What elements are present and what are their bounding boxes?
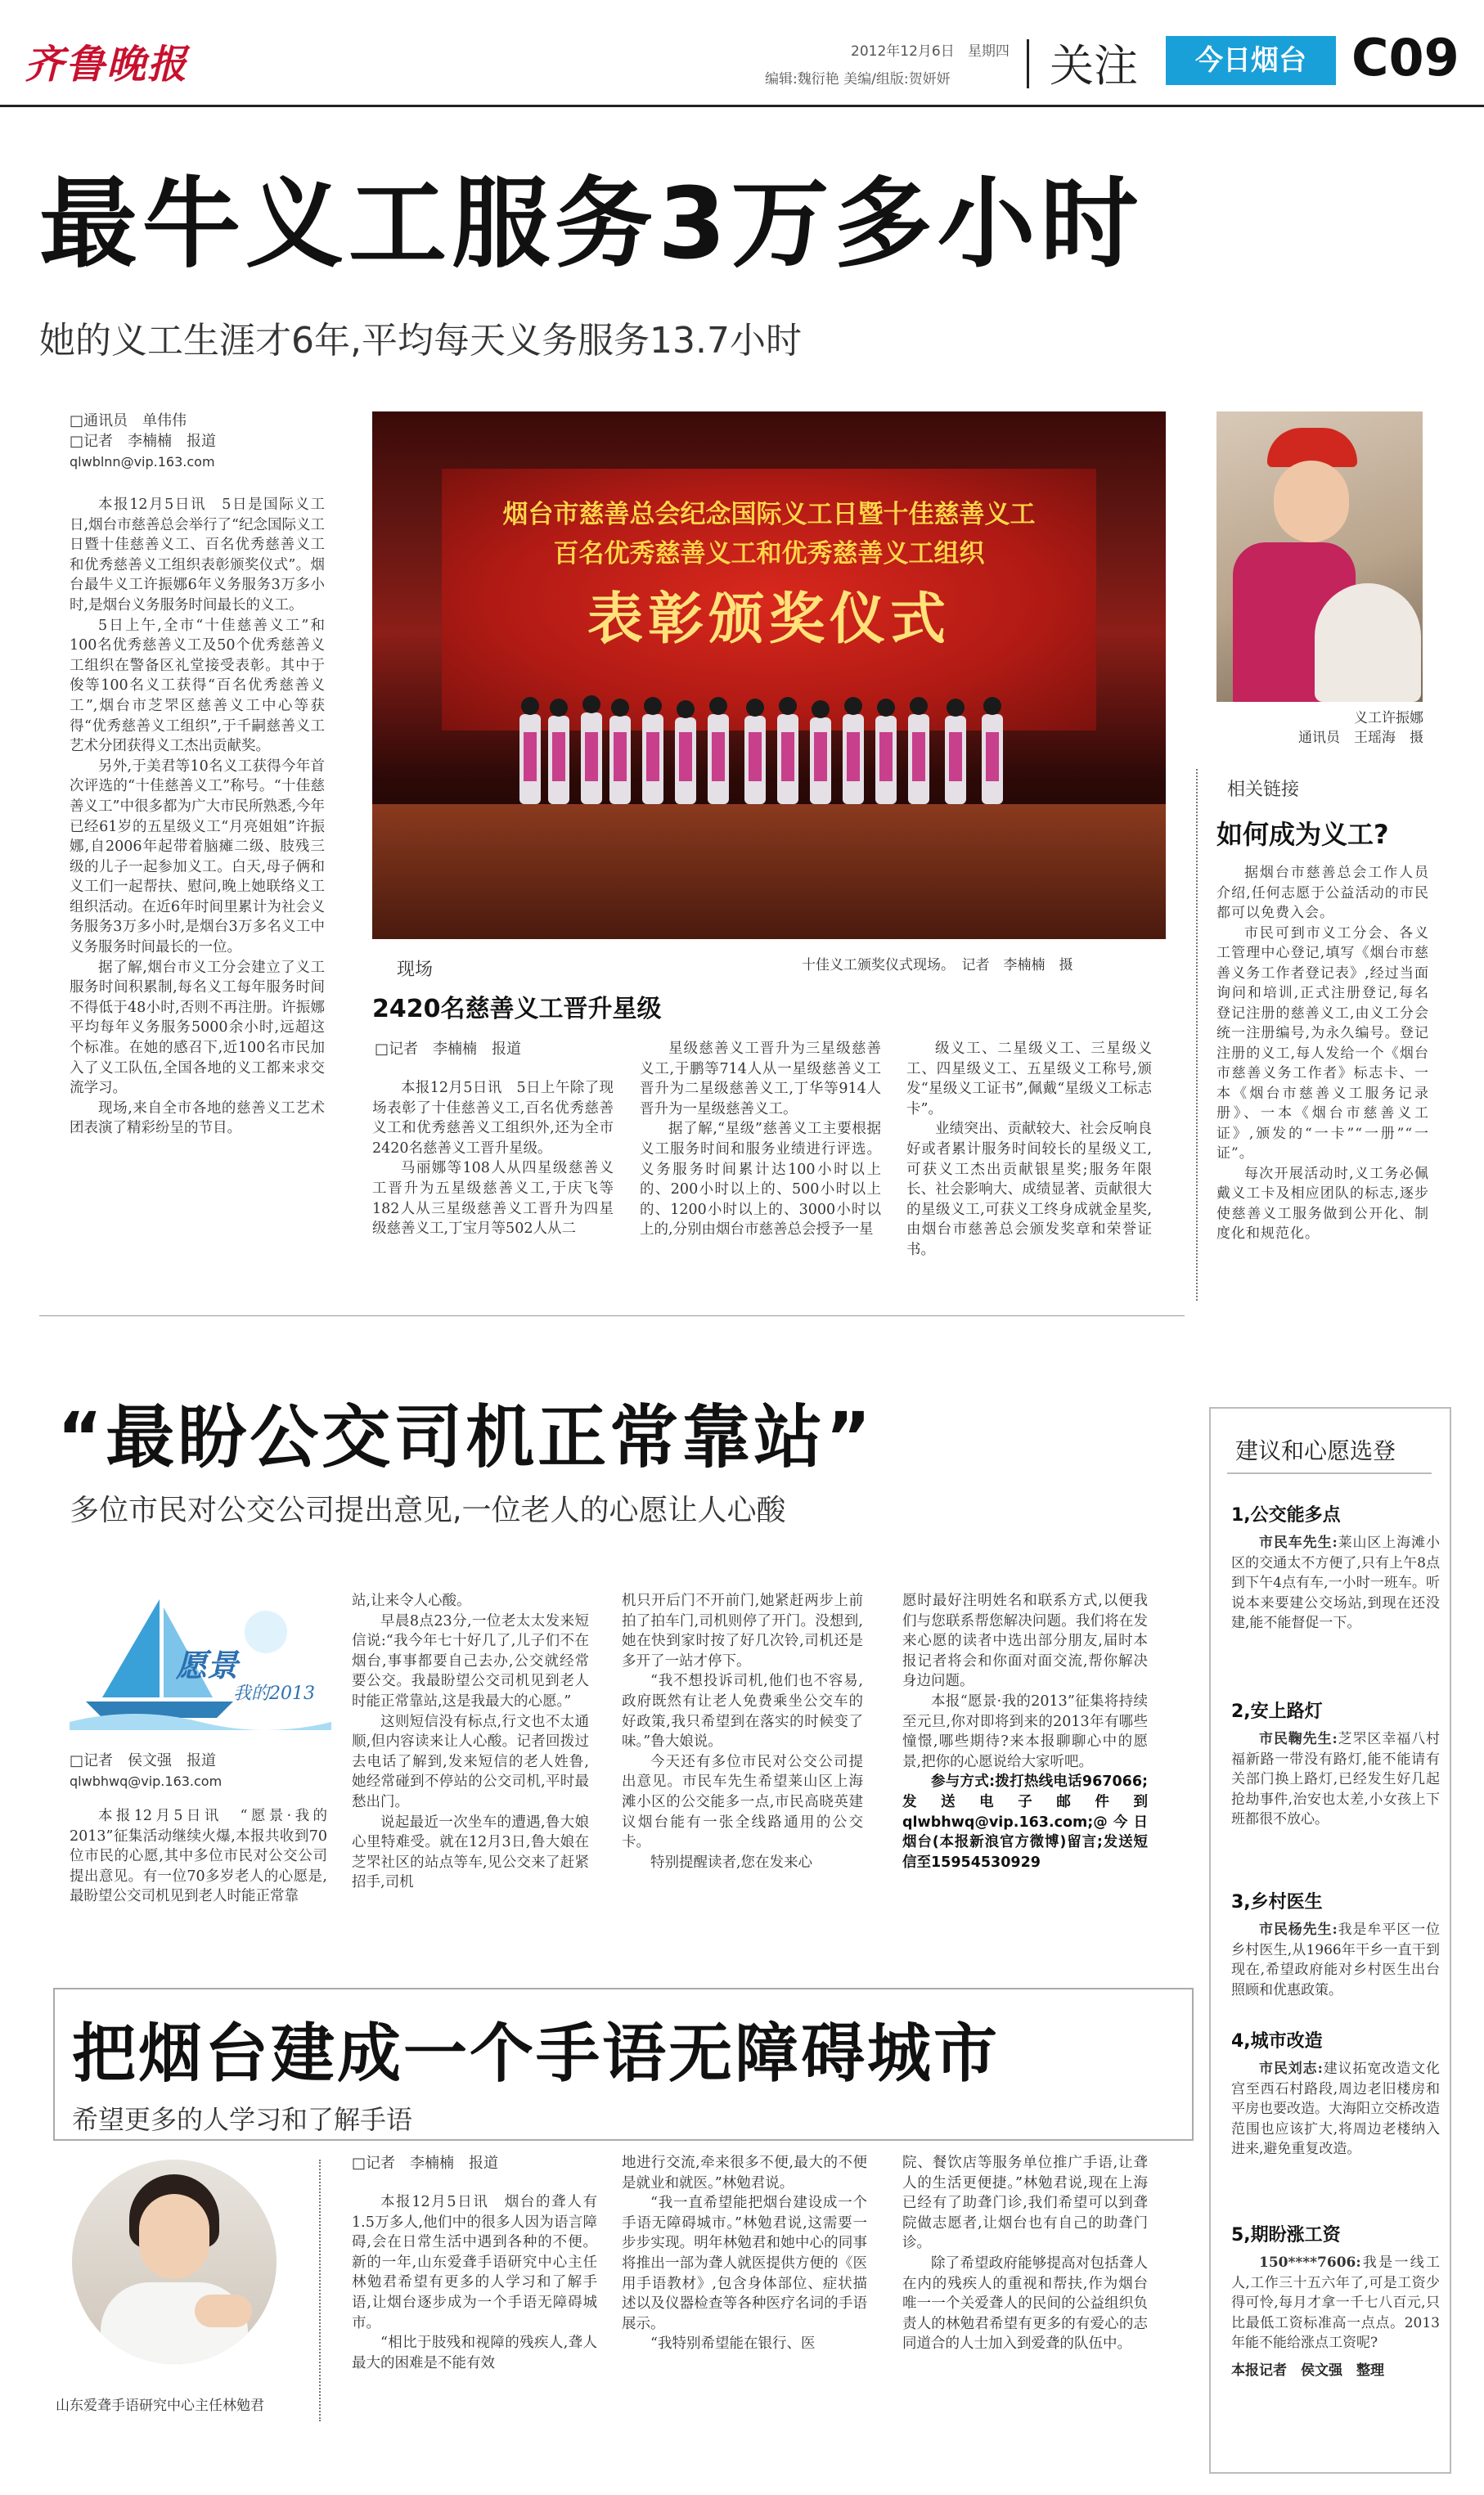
scene-column-1 (372, 1078, 614, 1239)
byline-email[interactable]: qlwblnn@vip.163.com (70, 454, 215, 470)
article3-headline: 把烟台建成一个手语无障碍城市 (72, 2017, 1001, 2091)
portrait-caption-line2: 通讯员 王瑶海 摄 (1298, 730, 1423, 746)
paragraph: 院、餐饮店等服务单位推广手语,让聋人的生活更便捷。”林勉君说,现在上海已经有了助聋门诊,我们希望可以到聋院做志愿者,让烟台也有自己的助聋门诊。 (902, 2155, 1148, 2252)
suggestion-content: 建议拓宽改造文化宫至西石村路段,周边老旧楼房和平房也要改造。大海阳立交桥改造范围也应该扩大,将周边老楼纳入进来,避免重复改造。 (1231, 2061, 1441, 2157)
paragraph: “相比于肢残和视障的残疾人,聋人最大的困难是不能有效 (352, 2335, 597, 2371)
paragraph: 本报12月5日讯 “愿景·我的2013”征集活动继续火爆,本报共收到70位市民的心愿,其中多位市民对公交公司提出意见。有一位70多岁老人的心愿是,最盼望公交司机见到老人时能正常靠 (70, 1808, 327, 1905)
vision-logo (70, 1583, 331, 1730)
suggestion-text (1231, 1729, 1440, 1830)
scene-kicker: 现场 (397, 960, 434, 980)
paragraph: 本报12月5日讯 烟台的聋人有1.5万多人,他们中的很多人因为语言障碍,会在日常生活中遇到各种的不便。新的一年,山东爱聋手语研究中心主任林勉君希望有更多的人学习和了解手语,让烟台逐步成为一个手语无障碍城市。 (352, 2194, 597, 2331)
scene-title: 2420名慈善义工晋升星级 (372, 995, 662, 1023)
article3-subhead: 希望更多的人学习和了解手语 (72, 2104, 413, 2135)
suggestion-heading: 5,期盼涨工资 (1231, 2225, 1341, 2246)
paragraph: “我特别希望能在银行、医 (650, 2335, 816, 2353)
paragraph: 据烟台市慈善总会工作人员介绍,任何志愿于公益活动的市民都可以免费入会。 (1216, 865, 1429, 921)
suggestion-author: 市民鞠先生: (1259, 1731, 1338, 1747)
suggestion-item-3 (1231, 1888, 1440, 2000)
suggestion-content: 我是牟平区一位乡村医生,从1966年干乡一直干到现在,希望政府能对乡村医生出台照顾和优惠政策。 (1231, 1922, 1441, 1998)
related-title: 如何成为义工? (1216, 819, 1389, 850)
suggestions-title-rule (1227, 1472, 1432, 1474)
paragraph: 本报12月5日讯 5日上午除了现场表彰了十佳慈善义工,百名优秀慈善义工和优秀慈善义工组织外,还为全市2420名慈善义工晋升星级。 (372, 1080, 614, 1157)
article2-column-4 (902, 1591, 1148, 1872)
byline-reporter: □记者 侯文强 报道 (70, 1752, 217, 1769)
participation-info: 参与方式:拨打热线电话967066;发送电子邮件到qlwbhwq@vip.163.com;@今日烟台(本报新浪官方微博)留言;发送短信至15954530929 (902, 1773, 1148, 1871)
article1-subhead: 她的义工生涯才6年,平均每天义务服务13.7小时 (39, 320, 802, 362)
paragraph: 据了解,烟台市义工分会建立了义工服务时间积累制,每名义工每年服务时间不得低于48小时,否则不再注册。许振娜平均每年义务服务5000余小时,远超这个标准。在她的感召下,近100名市民加入了义工队伍,全国各地的义工都来求交流学习。 (70, 959, 325, 1097)
related-kicker: 相关链接 (1227, 780, 1300, 800)
issue-date (851, 39, 1010, 60)
paragraph: 业绩突出、贡献较大、社会反响良好或者累计服务时间较长的星级义工,可获义工杰出贡献银星奖;服务年限长、社会影响大、成绩显著、贡献很大的星级义工,可获义工终身成就金星奖,由烟台市慈善总会颁发奖章和荣誉证书。 (906, 1121, 1152, 1258)
suggestion-author: 市民刘志: (1259, 2061, 1323, 2077)
article1-headline: 最牛义工服务3万多小时 (39, 168, 1144, 281)
newspaper-logo: 齐鲁晚报 (25, 42, 189, 88)
paragraph: 现场,来自全市各地的慈善义工艺术团表演了精彩纷呈的节目。 (70, 1099, 325, 1137)
paragraph: 每次开展活动时,义工务必佩戴义工卡及相应团队的标志,逐步使慈善义工服务做到公开化、制度化和规范化。 (1216, 1165, 1429, 1242)
date-text: 2012年12月6日 (851, 43, 955, 60)
suggestion-content: 莱山区上海滩小区的交通太不方便了,只有上午8点到下午4点有车,一小时一班车。听说本来要建公交场站,到现在还没建,能不能督促一下。 (1231, 1535, 1441, 1631)
byline-reporter: □记者 李楠楠 报道 (70, 433, 217, 450)
suggestion-heading: 4,城市改造 (1231, 2031, 1323, 2052)
suggestion-content: 芝罘区幸福八村福新路一带没有路灯,能不能请有关部门换上路灯,已经发生好几起抢劫事件,治安也太差,小女孩上下班都很不放心。 (1231, 1731, 1441, 1827)
article1-body (70, 495, 325, 1139)
suggestion-item-1 (1231, 1501, 1440, 1634)
backdrop-banner-line1: 烟台市慈善总会纪念国际义工日暨十佳慈善义工 (502, 500, 1036, 529)
suggestions-title: 建议和心愿选登 (1235, 1437, 1396, 1464)
suggestion-author: 市民车先生: (1259, 1535, 1338, 1551)
section-label: 关注 (1050, 40, 1138, 92)
suggestion-text (1231, 2253, 1440, 2353)
paragraph: 特别提醒读者,您在发来心 (650, 1854, 813, 1871)
editor-credits: 编辑:魏衍艳 美编/组版:贺妍妍 (765, 71, 951, 88)
paragraph: 马丽娜等108人从四星级慈善义工晋升为五星级慈善义工,于庆飞等182人从三星级慈善义工晋升为四星级慈善义工,丁宝月等502人从二 (372, 1160, 614, 1238)
suggestion-content: 我是一线工人,工作三十五六年了,可是工资少得可怜,每月才拿一千七八百元,只比最低工资标准高一点点。2013年能不能给涨点工资呢? (1231, 2254, 1440, 2351)
article2-subhead: 多位市民对公交公司提出意见,一位老人的心愿让人心酸 (70, 1494, 786, 1527)
paragraph: 除了希望政府能够提高对包括聋人在内的残疾人的重视和帮扶,作为烟台唯一一个关爱聋人的民间的公益组织负责人的林勉君希望有更多的有爱心的志同道合的人士加入到爱聋的队伍中。 (902, 2254, 1148, 2353)
related-divider (1196, 769, 1198, 1301)
ceremony-crowd (372, 411, 1166, 939)
backdrop-banner-line3: 表彰颁奖仪式 (587, 587, 951, 652)
paragraph: “我一直希望能把烟台建设成一个手语无障碍城市。”林勉君说,这需要一步步实现。明年林勉君和她中心的同事将推出一部为聋人就医提供方便的《医用手语教材》,包含身体部位、症状描述以及仪器检查等各种医疗名词的手语展示。 (622, 2195, 867, 2332)
paragraph: 今天还有多位市民对公交公司提出意见。市民车先生希望莱山区上海滩小区的公交能多一点,市民高晓英建议烟台能有一张全线路通用的公交卡。 (622, 1753, 863, 1851)
suggestion-heading: 3,乡村医生 (1231, 1892, 1323, 1913)
header-divider (1027, 39, 1029, 88)
paragraph: 站,让来令人心酸。 (352, 1593, 471, 1609)
suggestion-item-4 (1231, 2027, 1440, 2160)
paragraph: 本报12月5日讯 5日是国际义工日,烟台市慈善总会举行了“纪念国际义工日暨十佳慈善义工、百名优秀慈善义工和优秀慈善义工组织表彰颁奖仪式”。烟台最牛义工许振娜6年义务服务3万多小时,是烟台义务服务时间最长的义工。 (70, 497, 326, 614)
portrait-caption: 山东爱聋手语研究中心主任林勉君 (56, 2398, 264, 2414)
paragraph: 这则短信没有标点,行文也不太通顺,但内容读来让人心酸。记者回拨过去电话了解到,发来短信的老人姓鲁,她经常碰到不停站的公交司机,平时最愁出门。 (352, 1713, 589, 1810)
byline-correspondent: □通讯员 单伟伟 (70, 412, 187, 429)
paragraph: 星级慈善义工晋升为三星级慈善义工,于鹏等714人从一星级慈善义工晋升为二星级慈善义工,丁华等914人晋升为一星级慈善义工。 (640, 1041, 881, 1117)
byline-email[interactable]: qlwbhwq@vip.163.com (70, 1773, 223, 1789)
portrait-elder (1315, 583, 1421, 702)
suggestion-text (1231, 1920, 1440, 2000)
article2-headline: “最盼公交司机正常靠站” (57, 1397, 875, 1477)
page-number: C09 (1351, 28, 1459, 88)
suggestion-item-2 (1231, 1697, 1440, 1830)
portrait-caption (1276, 708, 1423, 748)
portrait-caption-line1: 义工许振娜 (1354, 710, 1423, 726)
article2-byline (70, 1751, 222, 1791)
vision-logo-subtitle: 我的2013 (233, 1684, 315, 1704)
suggestion-heading: 1,公交能多点 (1231, 1505, 1341, 1526)
lin-mianjun-portrait (72, 2160, 277, 2364)
vision-logo-title: 愿景 (176, 1648, 239, 1684)
article2-column-3 (622, 1591, 863, 1872)
suggestion-text (1231, 2059, 1440, 2160)
article2-column-1 (70, 1806, 327, 1907)
section-rule-1 (39, 1315, 1185, 1316)
ceremony-photo-caption: 十佳义工颁奖仪式现场。 记者 李楠楠 摄 (802, 957, 1073, 973)
suggestion-heading: 2,安上路灯 (1231, 1702, 1323, 1722)
paragraph: 市民可到市义工分会、各义工管理中心登记,填写《烟台市慈善义务工作者登记表》,经过当面询问和培训,正式注册登记,每名登记注册的慈善义工,由义工分会统一注册编号,为永久编号。登记注册的义工,每人发给一个《烟台市慈善义务工作者》标志卡、一本《烟台市慈善义工服务记录册》、一本《烟台市慈善义工证》,颁发的“一卡”“一册”“一证”。 (1216, 924, 1429, 1162)
suggestion-author: 市民杨先生: (1259, 1922, 1338, 1938)
header-rule (0, 105, 1484, 107)
paragraph: 级义工、二星级义工、三星级义工、四星级义工、五星级义工称号,颁发“星级义工证书”,佩戴“星级义工标志卡”。 (906, 1041, 1152, 1117)
scene-byline: □记者 李楠楠 报道 (375, 1041, 522, 1058)
article3-byline: □记者 李楠楠 报道 (352, 2155, 499, 2172)
article3-column-3 (902, 2153, 1148, 2354)
article3-column-2 (622, 2153, 867, 2354)
portrait-face (139, 2194, 209, 2279)
article1-byline (70, 411, 315, 472)
paragraph: “我不想投诉司机,他们也不容易,政府既然有让老人免费乘坐公交车的好政策,我只希望到在落实的时候变了味。”鲁大娘说。 (622, 1673, 863, 1751)
paragraph: 愿时最好注明姓名和联系方式,以便我们与您联系帮您解决问题。我们将在发来心愿的读者中选出部分朋友,届时本报记者将会和你面对面交流,帮你解决身边问题。 (902, 1593, 1148, 1690)
suggestion-author: 150****7606: (1259, 2254, 1361, 2271)
paragraph: 早晨8点23分,一位老太太发来短信说:“我今年七十好几了,儿子们不在烟台,事事都要自己去办,公交就经常要公交。我最盼望公交司机见到老人时能正常靠站,这是我最大的心愿。” (352, 1612, 589, 1710)
paragraph: 另外,于美君等10名义工获得今年首次评选的“十佳慈善义工”称号。“十佳慈善义工”中很多都为广大市民所熟悉,今年已经61岁的五星级义工“月亮姐姐”许振娜,自2006年起带着脑瘫二级、肢残三级的儿子一起参加义工。白天,母子俩和义工们一起帮扶、慰问,晚上她联络义工组织活动。在近6年时间里累计为社会义务服务3万多小时,是烟台3万多名义工中义务服务时间最长的一位。 (70, 757, 326, 956)
ceremony-photo (372, 411, 1166, 939)
portrait-face (1274, 461, 1349, 542)
paragraph: 5日上午,全市“十佳慈善义工”和100名优秀慈善义工及50个优秀慈善义工组织在警备区礼堂接受表彰。其中于俊等100名义工获得“百名优秀慈善义工”,烟台市芝罘区慈善义工中心等获得“优秀慈善义工组织”,于千嗣慈善义工艺术分团获得义工杰出贡献奖。 (70, 617, 325, 755)
paragraph: 机只开后门不开前门,她紧赶两步上前拍了拍车门,司机则停了开门。没想到,她在快到家时按了好几次铃,司机还是多开了一站才停下。 (622, 1593, 863, 1670)
article3-divider (319, 2160, 321, 2421)
scene-column-2 (640, 1039, 881, 1240)
paragraph: 说起最近一次坐车的遭遇,鲁大娘心里特难受。就在12月3日,鲁大娘在芝罘社区的站点等车,见公交来了赶紧招手,司机 (352, 1814, 589, 1891)
paragraph: 地进行交流,牵来很多不便,最大的不便是就业和就医。”林勉君说。 (622, 2155, 867, 2192)
backdrop-banner-line2: 百名优秀慈善义工和优秀慈善义工组织 (553, 539, 985, 569)
article3-column-1 (352, 2192, 597, 2373)
suggestion-text (1231, 1533, 1440, 1634)
suggestions-footer: 本报记者 侯文强 整理 (1231, 2362, 1384, 2379)
section-tag: 今日烟台 (1166, 36, 1336, 85)
suggestion-item-5 (1231, 2221, 1440, 2379)
portrait-hands (195, 2295, 252, 2327)
article2-column-2 (352, 1591, 589, 1893)
weekday-text: 星期四 (967, 43, 1010, 60)
related-body (1216, 863, 1429, 1244)
paragraph: 本报“愿景·我的2013”征集将持续至元旦,你对即将到来的2013年有哪些憧憬,哪些期待?来本报聊聊心中的愿景,把你的心愿说给大家听吧。 (902, 1693, 1148, 1770)
paragraph: 据了解,“星级”慈善义工主要根据义工服务时间和服务业绩进行评选。义务服务时间累计达100小时以上的、200小时以上的、500小时以上的、1200小时以上的、3000小时以上的,分别由烟台市慈善总会授予一星 (640, 1121, 881, 1239)
volunteer-portrait (1216, 411, 1423, 702)
scene-column-3 (906, 1039, 1152, 1261)
